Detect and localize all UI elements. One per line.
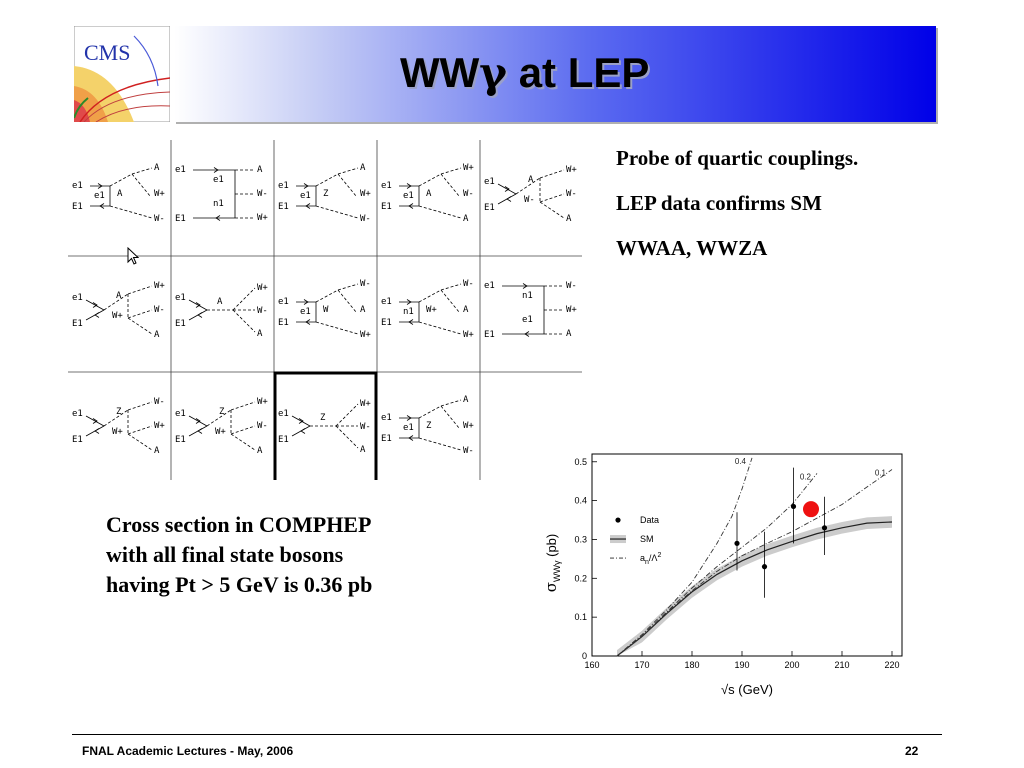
highlight-point	[803, 501, 819, 517]
footer-text: FNAL Academic Lectures - May, 2006	[82, 744, 294, 758]
particle-label: W+	[257, 283, 268, 293]
particle-label: e1	[381, 297, 392, 307]
bullet-item: Probe of quartic couplings.	[616, 146, 859, 170]
boson-line	[419, 406, 441, 418]
cms-logo-text: CMS	[84, 40, 131, 65]
particle-label: A	[257, 165, 263, 175]
legend-data-marker	[615, 517, 620, 522]
anomalous-curve-label: 0.1	[874, 468, 886, 478]
particle-label: W-	[360, 422, 371, 432]
boson-line	[419, 290, 441, 302]
title-part: at LEP	[507, 49, 650, 96]
particle-label: Z	[323, 189, 329, 199]
particle-label: n1	[213, 199, 224, 209]
fermion-arrow	[95, 313, 99, 318]
particle-label: E1	[381, 434, 392, 444]
particle-label: A	[117, 189, 123, 199]
boson-line	[441, 174, 459, 196]
boson-line	[441, 290, 459, 312]
particle-label: W+	[154, 421, 165, 431]
particle-label: e1	[72, 409, 83, 419]
particle-label: E1	[278, 318, 289, 328]
data-point	[734, 541, 739, 546]
particle-label: E1	[278, 202, 289, 212]
bullet-item: LEP data confirms SM	[616, 191, 822, 215]
y-tick-label: 0.3	[574, 534, 587, 545]
data-point	[791, 504, 796, 509]
particle-label: W+	[360, 330, 371, 340]
fermion-arrow	[507, 197, 511, 202]
particle-label: A	[528, 175, 534, 185]
particle-label: A	[154, 330, 160, 340]
particle-label: W+	[360, 189, 371, 199]
boson-line	[338, 284, 358, 290]
fermion-arrow	[198, 429, 202, 434]
feynman-diagram	[175, 165, 268, 224]
fermion-arrow	[198, 313, 202, 318]
feynman-diagram	[484, 281, 577, 340]
fermion-line	[292, 416, 310, 426]
y-axis-label: $\sigma_{WW\gamma}$ (pb)	[542, 533, 562, 593]
particle-label: A	[463, 214, 469, 224]
particle-label: A	[257, 329, 263, 339]
particle-label: W-	[463, 279, 474, 289]
boson-line	[110, 206, 152, 218]
particle-label: W-	[154, 397, 165, 407]
fermion-arrow	[95, 429, 99, 434]
particle-label: n1	[522, 291, 533, 301]
legend-label: SM	[640, 534, 654, 545]
particle-label: A	[360, 445, 366, 455]
particle-label: W+	[463, 421, 474, 431]
particle-label: E1	[175, 319, 186, 329]
x-tick-label: 160	[584, 660, 600, 670]
bullet-list	[616, 146, 996, 281]
particle-label: W-	[463, 446, 474, 456]
boson-line	[316, 322, 358, 334]
feynman-diagram	[484, 165, 577, 224]
particle-label: E1	[175, 435, 186, 445]
x-tick-label: 200	[784, 660, 800, 670]
particle-label: e1	[72, 181, 83, 191]
particle-label: W-	[154, 305, 165, 315]
feynman-diagram	[278, 163, 371, 224]
boson-line	[128, 286, 152, 294]
boson-line	[128, 434, 152, 450]
boson-line	[128, 318, 152, 334]
x-tick-label: 180	[684, 660, 700, 670]
boson-line	[540, 194, 564, 202]
particle-label: E1	[278, 435, 289, 445]
particle-label: W+	[257, 397, 268, 407]
particle-label: e1	[213, 175, 224, 185]
particle-label: Z	[116, 407, 122, 417]
fermion-line	[498, 184, 516, 194]
boson-line	[419, 206, 461, 218]
particle-label: W-	[566, 281, 577, 291]
boson-line	[419, 322, 461, 334]
title-gamma: γ	[479, 48, 508, 97]
particle-label: E1	[484, 203, 495, 213]
fermion-arrow	[301, 429, 305, 434]
data-point	[822, 525, 827, 530]
boson-line	[336, 404, 358, 426]
y-tick-label: 0.5	[574, 456, 587, 467]
particle-label: Z	[320, 413, 326, 423]
boson-line	[441, 400, 461, 406]
feynman-diagram	[175, 397, 268, 456]
mouse-cursor-icon	[127, 247, 139, 265]
anomalous-curve-label: 0.2	[799, 472, 811, 482]
anomalous-curve-label: 0.4	[734, 456, 746, 466]
boson-line	[338, 290, 356, 312]
cross-section-line: having Pt > 5 GeV is 0.36 pb	[106, 572, 373, 597]
particle-label: e1	[381, 413, 392, 423]
particle-label: e1	[403, 191, 414, 201]
particle-label: W-	[257, 189, 268, 199]
boson-line	[231, 434, 255, 450]
particle-label: W-	[463, 189, 474, 199]
x-tick-label: 220	[884, 660, 900, 670]
page-number: 22	[905, 744, 919, 758]
x-tick-label: 190	[734, 660, 750, 670]
particle-label: E1	[72, 319, 83, 329]
boson-line	[132, 174, 150, 196]
boson-line	[316, 290, 338, 302]
particle-label: A	[426, 189, 432, 199]
x-tick-label: 170	[634, 660, 650, 670]
particle-label: A	[217, 297, 223, 307]
particle-label: W-	[257, 306, 268, 316]
boson-line	[540, 202, 564, 218]
boson-line	[419, 174, 441, 186]
boson-line	[128, 310, 152, 318]
particle-label: W-	[566, 189, 577, 199]
fermion-line	[86, 416, 104, 426]
particle-label: Z	[426, 421, 432, 431]
boson-line	[128, 402, 152, 410]
data-point	[762, 564, 767, 569]
boson-line	[233, 310, 255, 332]
boson-line	[128, 426, 152, 434]
cross-section-text	[106, 510, 466, 600]
boson-line	[132, 168, 152, 174]
y-tick-label: 0.4	[574, 495, 587, 506]
particle-label: E1	[381, 318, 392, 328]
boson-line	[441, 284, 461, 290]
feynman-diagram	[72, 397, 165, 456]
y-tick-label: 0.2	[574, 573, 587, 584]
boson-line	[338, 174, 356, 196]
title-part: WW	[400, 49, 480, 96]
feynman-diagram	[72, 163, 165, 224]
particle-label: W+	[463, 163, 474, 173]
x-axis-label: √s (GeV)	[721, 682, 773, 697]
slide-title	[400, 48, 649, 97]
feynman-diagram	[175, 283, 268, 339]
particle-label: e1	[175, 293, 186, 303]
boson-line	[231, 402, 255, 410]
bullet-item: WWAA, WWZA	[616, 236, 768, 260]
particle-label: e1	[175, 165, 186, 175]
boson-line	[540, 170, 564, 178]
cross-section-line: with all final state bosons	[106, 542, 344, 567]
boson-line	[233, 288, 255, 310]
y-tick-label: 0	[581, 651, 587, 661]
particle-label: W+	[566, 305, 577, 315]
boson-line	[231, 426, 255, 434]
particle-label: e1	[175, 409, 186, 419]
particle-label: E1	[175, 214, 186, 224]
particle-label: W+	[154, 281, 165, 291]
feynman-diagram	[278, 279, 371, 340]
particle-label: A	[154, 163, 160, 173]
particle-label: e1	[484, 177, 495, 187]
particle-label: A	[463, 305, 469, 315]
particle-label: e1	[484, 281, 495, 291]
particle-label: E1	[484, 330, 495, 340]
particle-label: W+	[566, 165, 577, 175]
particle-label: W+	[154, 189, 165, 199]
legend-label: Data	[640, 515, 660, 526]
feynman-diagram	[278, 399, 371, 455]
particle-label: W-	[154, 214, 165, 224]
particle-label: W-	[360, 214, 371, 224]
particle-label: A	[463, 395, 469, 405]
particle-label: E1	[381, 202, 392, 212]
boson-line	[441, 168, 461, 174]
boson-line	[110, 174, 132, 186]
cross-section-line: Cross section in COMPHEP	[106, 512, 372, 537]
boson-line	[316, 174, 338, 186]
particle-label: e1	[72, 293, 83, 303]
particle-label: E1	[72, 435, 83, 445]
particle-label: W-	[360, 279, 371, 289]
particle-label: e1	[94, 191, 105, 201]
particle-label: A	[257, 446, 263, 456]
feynman-diagram	[381, 279, 474, 340]
x-tick-label: 210	[834, 660, 850, 670]
footer-divider	[72, 734, 942, 735]
feynman-diagram	[381, 395, 474, 456]
cms-logo	[74, 26, 170, 122]
boson-line	[419, 438, 461, 450]
particle-label: e1	[300, 191, 311, 201]
boson-line	[441, 406, 459, 428]
particle-label: W+	[257, 213, 268, 223]
particle-label: n1	[403, 307, 414, 317]
particle-label: e1	[381, 181, 392, 191]
particle-label: W+	[112, 311, 123, 321]
particle-label: A	[360, 163, 366, 173]
particle-label: W+	[463, 330, 474, 340]
particle-label: W+	[360, 399, 371, 409]
particle-label: E1	[72, 202, 83, 212]
feynman-diagram	[381, 163, 474, 224]
particle-label: A	[566, 329, 572, 339]
particle-label: e1	[403, 423, 414, 433]
particle-label: e1	[278, 181, 289, 191]
y-tick-label: 0.1	[574, 612, 587, 623]
particle-label: W+	[426, 305, 437, 315]
cross-section-chart	[534, 446, 914, 706]
particle-label: W+	[112, 427, 123, 437]
particle-label: e1	[278, 297, 289, 307]
particle-label: e1	[522, 315, 533, 325]
fermion-line	[189, 416, 207, 426]
boson-line	[338, 168, 358, 174]
feynman-diagram	[72, 281, 165, 340]
particle-label: W-	[257, 421, 268, 431]
particle-label: A	[360, 305, 366, 315]
fermion-line	[189, 300, 207, 310]
particle-label: A	[154, 446, 160, 456]
boson-line	[316, 206, 358, 218]
particle-label: A	[116, 291, 122, 301]
boson-line	[336, 426, 358, 448]
fermion-line	[86, 300, 104, 310]
particle-label: W+	[215, 427, 226, 437]
particle-label: e1	[300, 307, 311, 317]
particle-label: e1	[278, 409, 289, 419]
legend-label: $a_n/\Lambda^2$	[640, 552, 662, 567]
particle-label: W	[323, 305, 329, 315]
particle-label: A	[566, 214, 572, 224]
particle-label: Z	[219, 407, 225, 417]
particle-label: W-	[524, 195, 535, 205]
feynman-diagram-grid	[68, 140, 582, 480]
